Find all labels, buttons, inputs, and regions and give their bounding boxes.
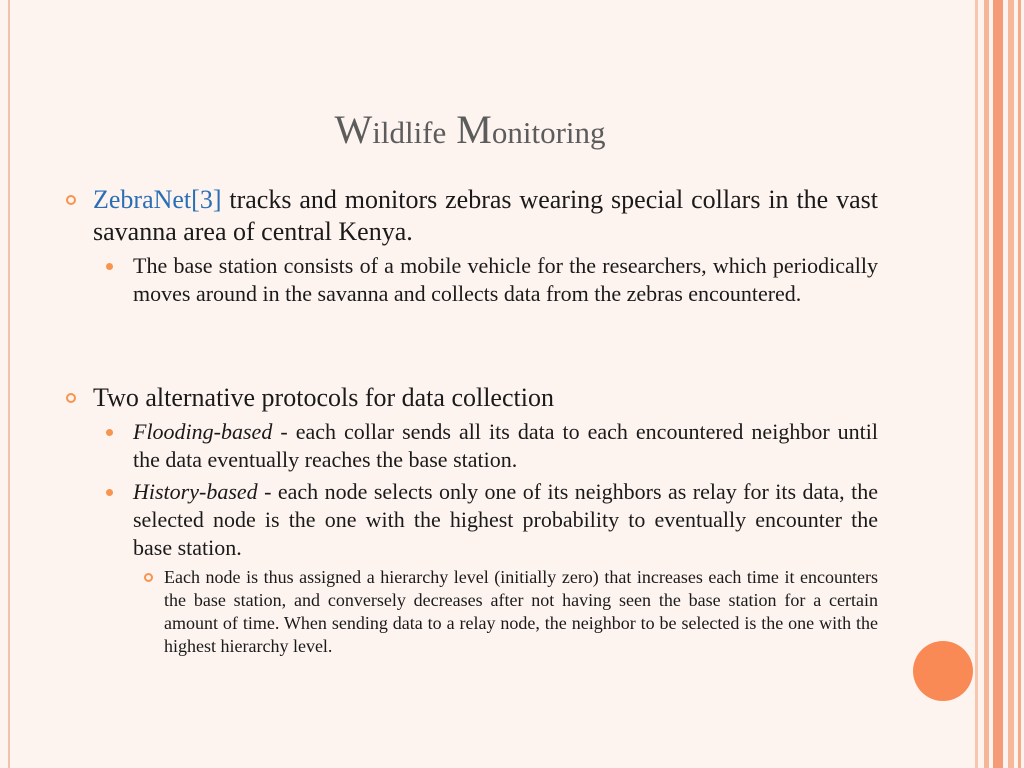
slide-title (0, 106, 940, 157)
bullet-text: tracks and monitors zebras wearing special collars in the vast savanna area of central Kenya. (93, 185, 878, 246)
sub-bullet-text: - each collar sends all its data to each encountered neighbor until the data eventually reaches the base station. (133, 419, 878, 472)
list-item (100, 252, 878, 308)
title-word-rest: onitoring (491, 115, 606, 150)
list-item (60, 382, 878, 414)
list-item (100, 478, 878, 562)
ring-bullet-icon (60, 382, 93, 414)
protocol-name: Flooding-based (133, 419, 273, 444)
title-word-rest: ildlife (372, 115, 447, 150)
sub-bullet-text: The base station consists of a mobile vehicle for the researchers, which periodically moves around in the savanna and collects data from the zebras encountered. (133, 253, 878, 306)
right-stripe (1008, 0, 1014, 768)
sub-sub-bullet-text: Each node is thus assigned a hierarchy level (initially zero) that increases each time it encounters the base station, and conversely decreases after not having seen the base station for a certain amount of time. When sending data to a relay node, the neighbor to be selected is the one with the highest hierarchy level. (164, 567, 878, 656)
zebranet-link[interactable]: ZebraNet[3] (93, 185, 222, 214)
sub-bullet-text: - each node selects only one of its neighbors as relay for its data, the selected node is the one with the highest probability to eventually encounter the base station. (133, 479, 878, 560)
bullet-block-protocols (60, 382, 878, 658)
right-stripe (1018, 0, 1021, 768)
dot-bullet-icon (100, 252, 133, 308)
title-initial: M (456, 107, 492, 152)
right-stripe (993, 0, 1003, 768)
decorative-circle (913, 641, 973, 701)
protocol-name: History-based (133, 479, 258, 504)
right-stripe (984, 0, 989, 768)
dot-bullet-icon (100, 478, 133, 562)
title-initial: W (334, 107, 373, 152)
right-stripe (975, 0, 978, 768)
list-item (60, 184, 878, 248)
list-item (100, 418, 878, 474)
ring-bullet-icon (60, 184, 93, 248)
list-item (141, 566, 878, 658)
bullet-block-zebranet (60, 184, 878, 308)
bullet-text: Two alternative protocols for data collection (93, 383, 554, 412)
dot-bullet-icon (100, 418, 133, 474)
ring-bullet-small-icon (141, 566, 164, 658)
